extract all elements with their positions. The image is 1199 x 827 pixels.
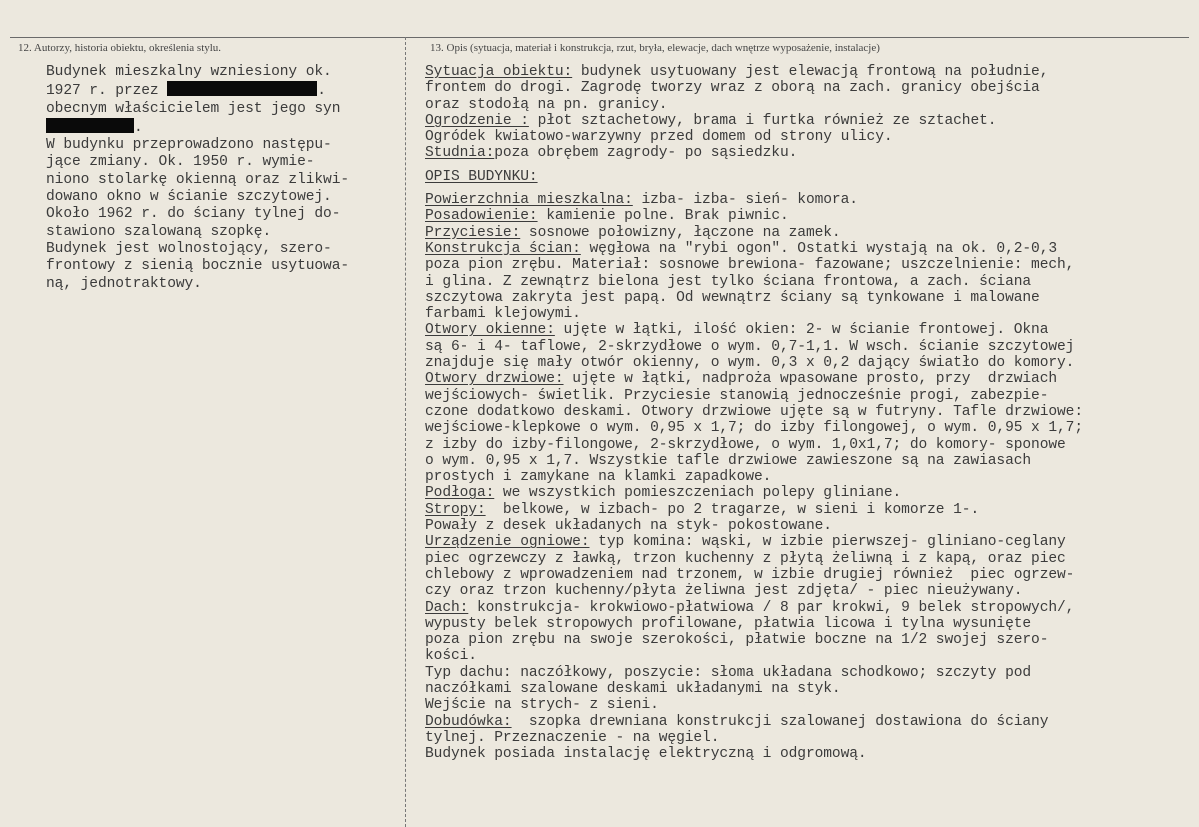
- field-label: Powierzchnia mieszkalna:: [425, 192, 633, 209]
- description-line: Dobudówka: szopka drewniana konstrukcji szalowanej dostawiona do ściany: [425, 713, 1049, 730]
- history-section: [46, 64, 396, 293]
- description-line: Powały z desek układanych na styk- pokostowane.: [425, 518, 832, 535]
- description-line: oraz stodołą na pn. granicy.: [425, 96, 668, 113]
- description-line: Otwory drzwiowe: ujęte w łątki, nadproża wpasowane prosto, przy drzwiach: [425, 371, 1058, 388]
- description-line: wypusty belek stropowych profilowane, płatwia licowa i tylna wysunięte: [425, 615, 1032, 632]
- history-line: Budynek jest wolnostojący, szero-: [46, 240, 332, 257]
- section-heading: OPIS BUDYNKU:: [425, 168, 538, 185]
- description-line: poza pion zrębu na swoje szerokości, płatwie boczne na 1/2 swojej szero-: [425, 632, 1049, 649]
- description-line: Studnia:poza obrębem zagrody- po sąsiedzku.: [425, 145, 798, 162]
- description-line: Konstrukcja ścian: węgłowa na "rybi ogon". Ostatki wystają na ok. 0,2-0,3: [425, 240, 1058, 257]
- description-line: tylnej. Przeznaczenie - na węgiel.: [425, 729, 720, 746]
- section-12-header: 12. Autorzy, historia obiektu, określenia stylu.: [18, 42, 222, 54]
- field-label: Posadowienie:: [425, 208, 538, 225]
- field-label: Konstrukcja ścian:: [425, 240, 581, 257]
- description-line: Dach: konstrukcja- krokwiowo-płatwiowa / 8 par krokwi, 9 belek stropowych/,: [425, 599, 1075, 616]
- history-line: niono stolarkę okienną oraz zlikwi-: [46, 171, 350, 188]
- description-line: Urządzenie ogniowe: typ komina: wąski, w izbie pierwszej- gliniano-ceglany: [425, 534, 1066, 551]
- field-label: Otwory drzwiowe:: [425, 371, 564, 388]
- description-line: czy oraz trzon kuchenny/płyta żeliwna jest zdjęta/ - piec nieużywany.: [425, 583, 1023, 600]
- description-line: Ogródek kwiatowo-warzywny przed domem od strony ulicy.: [425, 129, 893, 146]
- field-label: Sytuacja obiektu:: [425, 64, 573, 80]
- description-line: z izby do izby-filongowe, 2-skrzydłowe, o wym. 1,0x1,7; do komory- sponowe: [425, 436, 1066, 453]
- history-line: obecnym właścicielem jest jego syn: [46, 100, 341, 117]
- description-line: Otwory okienne: ujęte w łątki, ilość okien: 2- w ścianie frontowej. Okna: [425, 322, 1049, 339]
- field-label: Urządzenie ogniowe:: [425, 534, 590, 551]
- description-line: Posadowienie: kamienie polne. Brak piwnic.: [425, 208, 789, 225]
- description-line: piec ogrzewczy z ławką, trzon kuchenny z płytą żeliwną i z kapą, oraz piec: [425, 550, 1066, 567]
- field-label: Dobudówka:: [425, 713, 512, 730]
- description-line: wejściowe-klepkowe o wym. 0,95 x 1,7; do izby filongowej, o wym. 0,95 x 1,7;: [425, 420, 1083, 437]
- description-line: i glina. Z zewnątrz bielona jest tylko ściana frontowa, a zach. ściana: [425, 273, 1032, 290]
- description-line: naczółkami szalowane deskami układanymi na styk.: [425, 680, 841, 697]
- history-line: 1927 r. przez .: [46, 83, 326, 100]
- description-line: Typ dachu: naczółkowy, poszycie: słoma układana schodkowo; szczyty pod: [425, 664, 1032, 681]
- field-label: Dach:: [425, 599, 469, 616]
- description-line: Sytuacja obiektu: budynek usytuowany jest elewacją frontową na południe,: [425, 64, 1049, 80]
- field-label: Podłoga:: [425, 485, 495, 502]
- description-line: Przyciesie: sosnowe połowizny, łączone na zamek.: [425, 224, 841, 241]
- top-rule: [10, 37, 1189, 38]
- description-line: są 6- i 4- taflowe, 2-skrzydłowe o wym. 0,7-1,1. W wsch. ścianie szczytowej: [425, 338, 1075, 355]
- redaction-bar: [167, 81, 317, 96]
- history-line: W budynku przeprowadzono następu-: [46, 137, 332, 154]
- description-line: znajduje się mały otwór okienny, o wym. 0,3 x 0,2 dający światło do komory.: [425, 355, 1075, 372]
- description-line: Powierzchnia mieszkalna: izba- izba- sień- komora.: [425, 192, 858, 209]
- history-line: jące zmiany. Ok. 1950 r. wymie-: [46, 154, 315, 171]
- description-line: Stropy: belkowe, w izbach- po 2 tragarze, w sieni i komorze 1-.: [425, 501, 980, 518]
- description-line: Wejście na strych- z sieni.: [425, 697, 659, 714]
- history-line: ną, jednotraktowy.: [46, 275, 202, 292]
- field-label: Otwory okienne:: [425, 322, 555, 339]
- field-label: Studnia:: [425, 145, 495, 162]
- description-line: wejściowych- świetlik. Przyciesie stanowią jednocześnie progi, zabezpie-: [425, 387, 1049, 404]
- history-line: stawiono szalowaną szopkę.: [46, 223, 272, 240]
- column-divider: [405, 37, 406, 827]
- description-section: [425, 64, 1195, 762]
- description-line: szczytowa zakryta jest papą. Od wewnątrz ściany są tynkowane i malowane: [425, 289, 1040, 306]
- history-line: dowano okno w ścianie szczytowej.: [46, 189, 332, 206]
- description-line: farbami klejowymi.: [425, 306, 581, 323]
- description-line: poza pion zrębu. Materiał: sosnowe brewiona- fazowane; uszczelnienie: mech,: [425, 257, 1075, 274]
- history-line: frontowy z sienią bocznie usytuowa-: [46, 258, 350, 275]
- field-label: Stropy:: [425, 501, 486, 518]
- field-label: Przyciesie:: [425, 224, 521, 241]
- description-line: frontem do drogi. Zagrodę tworzy wraz z oborą na zach. granicy obejścia: [425, 80, 1040, 97]
- description-line: o wym. 0,95 x 1,7. Wszystkie tafle drzwiowe zawieszone są na zawiasach: [425, 452, 1032, 469]
- history-line: Budynek mieszkalny wzniesiony ok.: [46, 64, 332, 80]
- description-line: kości.: [425, 648, 477, 665]
- description-line: czone dodatkowo deskami. Otwory drzwiowe ujęte są w futryny. Tafle drzwiowe:: [425, 403, 1083, 420]
- description-line: chlebowy z wprowadzeniem nad trzonem, w izbie drugiej również piec ogrzew-: [425, 566, 1075, 583]
- description-line: Ogrodzenie : płot sztachetowy, brama i furtka również ze sztachet.: [425, 112, 997, 129]
- history-line: .: [46, 118, 396, 137]
- description-line: Budynek posiada instalację elektryczną i odgromową.: [425, 746, 867, 763]
- redaction-bar: [46, 118, 134, 133]
- section-13-header: 13. Opis (sytuacja, materiał i konstrukcja, rzut, bryła, elewacje, dach wnętrze wyposażenie, instalacje): [430, 42, 880, 54]
- history-line: Około 1962 r. do ściany tylnej do-: [46, 206, 341, 223]
- description-line: prostych i zamykane na klamki zapadkowe.: [425, 469, 772, 486]
- field-label: Ogrodzenie :: [425, 112, 529, 129]
- description-line: Podłoga: we wszystkich pomieszczeniach polepy gliniane.: [425, 485, 902, 502]
